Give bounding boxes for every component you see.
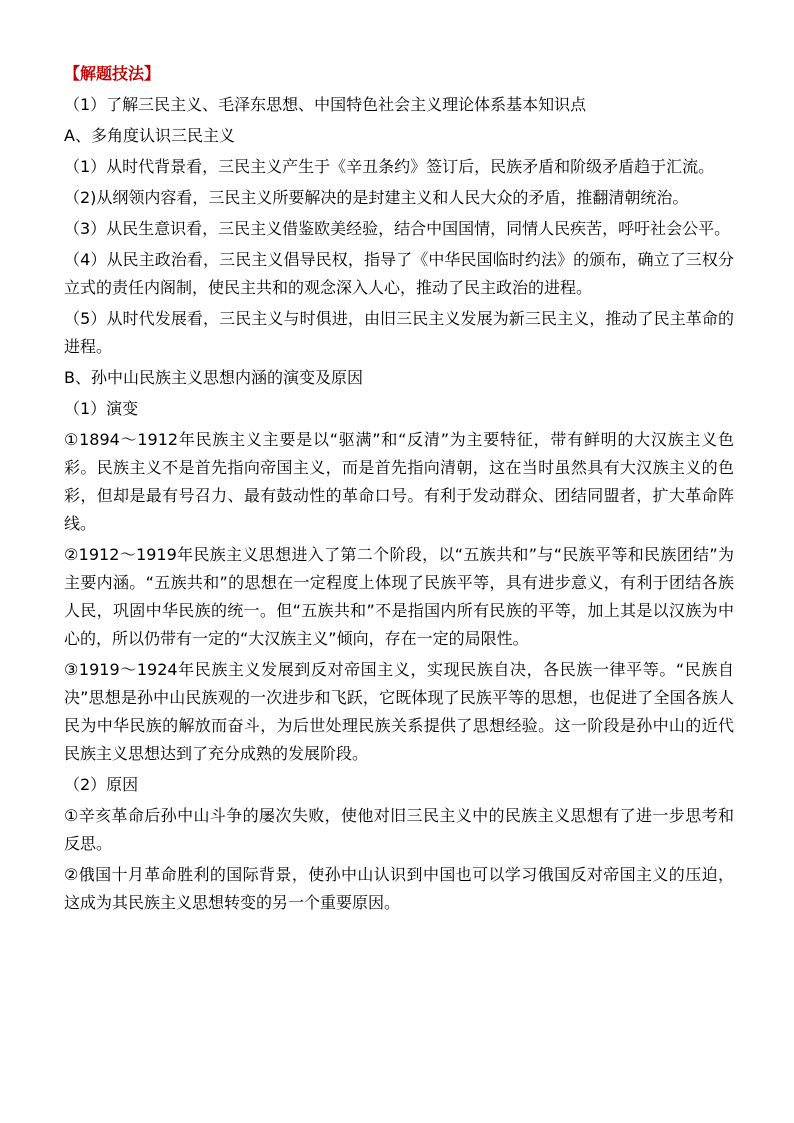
paragraph-a4: （4）从民主政治看，三民主义倡导民权，指导了《中华民国临时约法》的颁布，确立了三权分立式的责任内阁制，使民主共和的观念深入人心，推动了民主政治的进程。 [64, 250, 734, 297]
subheading-a: A、多角度认识三民主义 [64, 126, 235, 145]
paragraph-a3: （3）从民生意识看，三民主义借鉴欧美经验，结合中国国情，同情人民疾苦，呼吁社会公平。 [64, 219, 731, 238]
paragraph-a5: （5）从时代发展看，三民主义与时俱进，由旧三民主义发展为新三民主义，推动了民主革命的进程。 [64, 309, 734, 356]
section-heading: 【解题技法】 [64, 64, 161, 83]
paragraph-b1-stage2: ②1912～1919年民族主义思想进入了第二个阶段，以“五族共和”与“民族平等和民族团结”为主要内涵。“五族共和”的思想在一定程度上体现了民族平等，具有进步意义，有利于团结各族人民，巩固中华民族的统一。但“五族共和”不是指国内所有民族的平等，加上其是以汉族为中心的，所以仍带有一定的“大汉族主义”倾向，存在一定的局限性。 [64, 545, 734, 648]
paragraph-a2: （2)从纲领内容看，三民主义所要解决的是封建主义和人民大众的矛盾，推翻清朝统治。 [64, 188, 689, 207]
subheading-b2: （2）原因 [64, 775, 139, 794]
subheading-b1: （1）演变 [64, 399, 139, 418]
paragraph-b1-stage3: ③1919～1924年民族主义发展到反对帝国主义，实现民族自决，各民族一律平等。“民族自决”思想是孙中山民族观的一次进步和飞跃，它既体现了民族平等的思想，也促进了全国各族人民为中华民族的解放而奋斗，为后世处理民族关系提供了思想经验。这一阶段是孙中山的近代民族主义思想达到了充分成熟的发展阶段。 [64, 660, 734, 763]
paragraph-overview: （1）了解三民主义、毛泽东思想、中国特色社会主义理论体系基本知识点 [64, 95, 587, 114]
paragraph-b2-reason2: ②俄国十月革命胜利的国际背景，使孙中山认识到中国也可以学习俄国反对帝国主义的压迫，这成为其民族主义思想转变的另一个重要原因。 [64, 865, 734, 912]
paragraph-b2-reason1: ①辛亥革命后孙中山斗争的屡次失败，使他对旧三民主义中的民族主义思想有了进一步思考和反思。 [64, 806, 734, 853]
paragraph-b1-stage1: ①1894～1912年民族主义主要是以“驱满”和“反清”为主要特征，带有鲜明的大汉族主义色彩。民族主义不是首先指向帝国主义，而是首先指向清朝，这在当时虽然具有大汉族主义的色彩，但却是最有号召力、最有鼓动性的革命口号。有利于发动群众、团结同盟者，扩大革命阵线。 [64, 430, 734, 533]
paragraph-a1: （1）从时代背景看，三民主义产生于《辛丑条约》签订后，民族矛盾和阶级矛盾趋于汇流。 [64, 157, 715, 176]
subheading-b: B、孙中山民族主义思想内涵的演变及原因 [64, 368, 363, 387]
document-page [64, 60, 734, 917]
